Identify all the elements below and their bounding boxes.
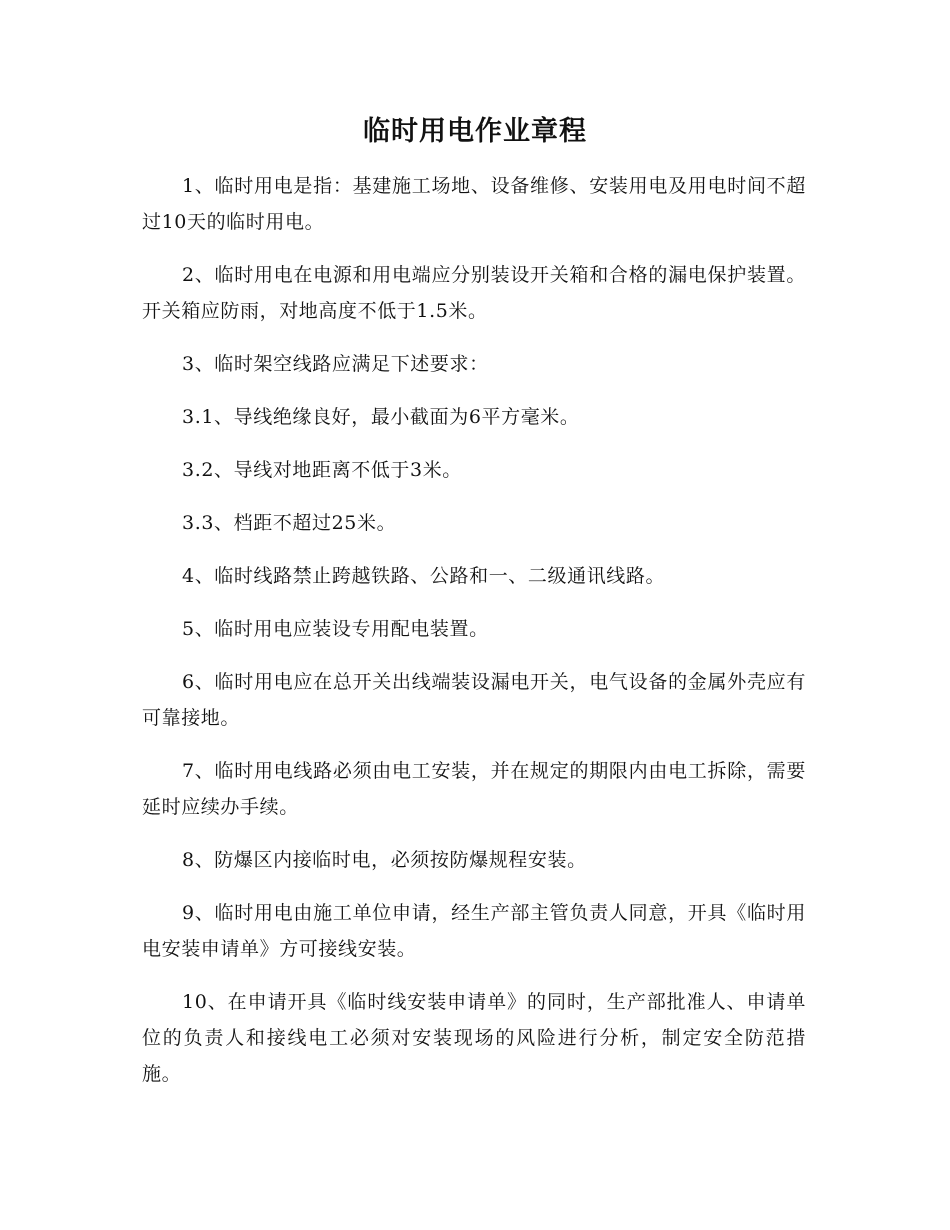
- paragraph-3-2: 3.2、导线对地距离不低于3米。: [182, 459, 462, 481]
- paragraph-9: 9、临时用电由施工单位申请，经生产部主管负责人同意，开具《临时用电安装申请单》方可接线安装。: [142, 902, 806, 960]
- paragraph-1: 1、临时用电是指：基建施工场地、设备维修、安装用电及用电时间不超过10天的临时用电。: [142, 175, 806, 233]
- document-title: 临时用电作业章程: [363, 116, 587, 147]
- paragraph-8: 8、防爆区内接临时电，必须按防爆规程安装。: [182, 849, 587, 871]
- paragraph-7: 7、临时用电线路必须由电工安装，并在规定的期限内由电工拆除，需要延时应续办手续。: [142, 760, 806, 818]
- paragraph-3-3: 3.3、档距不超过25米。: [182, 512, 397, 534]
- paragraph-2: 2、临时用电在电源和用电端应分别装设开关箱和合格的漏电保护装置。开关箱应防雨，对地高度不低于1.5米。: [142, 264, 806, 322]
- paragraph-3: 3、临时架空线路应满足下述要求：: [182, 353, 489, 375]
- paragraph-3-1: 3.1、导线绝缘良好，最小截面为6平方毫米。: [182, 406, 580, 428]
- paragraph-6: 6、临时用电应在总开关出线端装设漏电开关，电气设备的金属外壳应有可靠接地。: [142, 671, 806, 729]
- paragraph-4: 4、临时线路禁止跨越铁路、公路和一、二级通讯线路。: [182, 565, 666, 587]
- document-body: [142, 168, 806, 1109]
- paragraph-10: 10、在申请开具《临时线安装申请单》的同时，生产部批准人、申请单位的负责人和接线电工必须对安装现场的风险进行分析，制定安全防范措施。: [142, 991, 806, 1085]
- paragraph-5: 5、临时用电应装设专用配电装置。: [182, 618, 489, 640]
